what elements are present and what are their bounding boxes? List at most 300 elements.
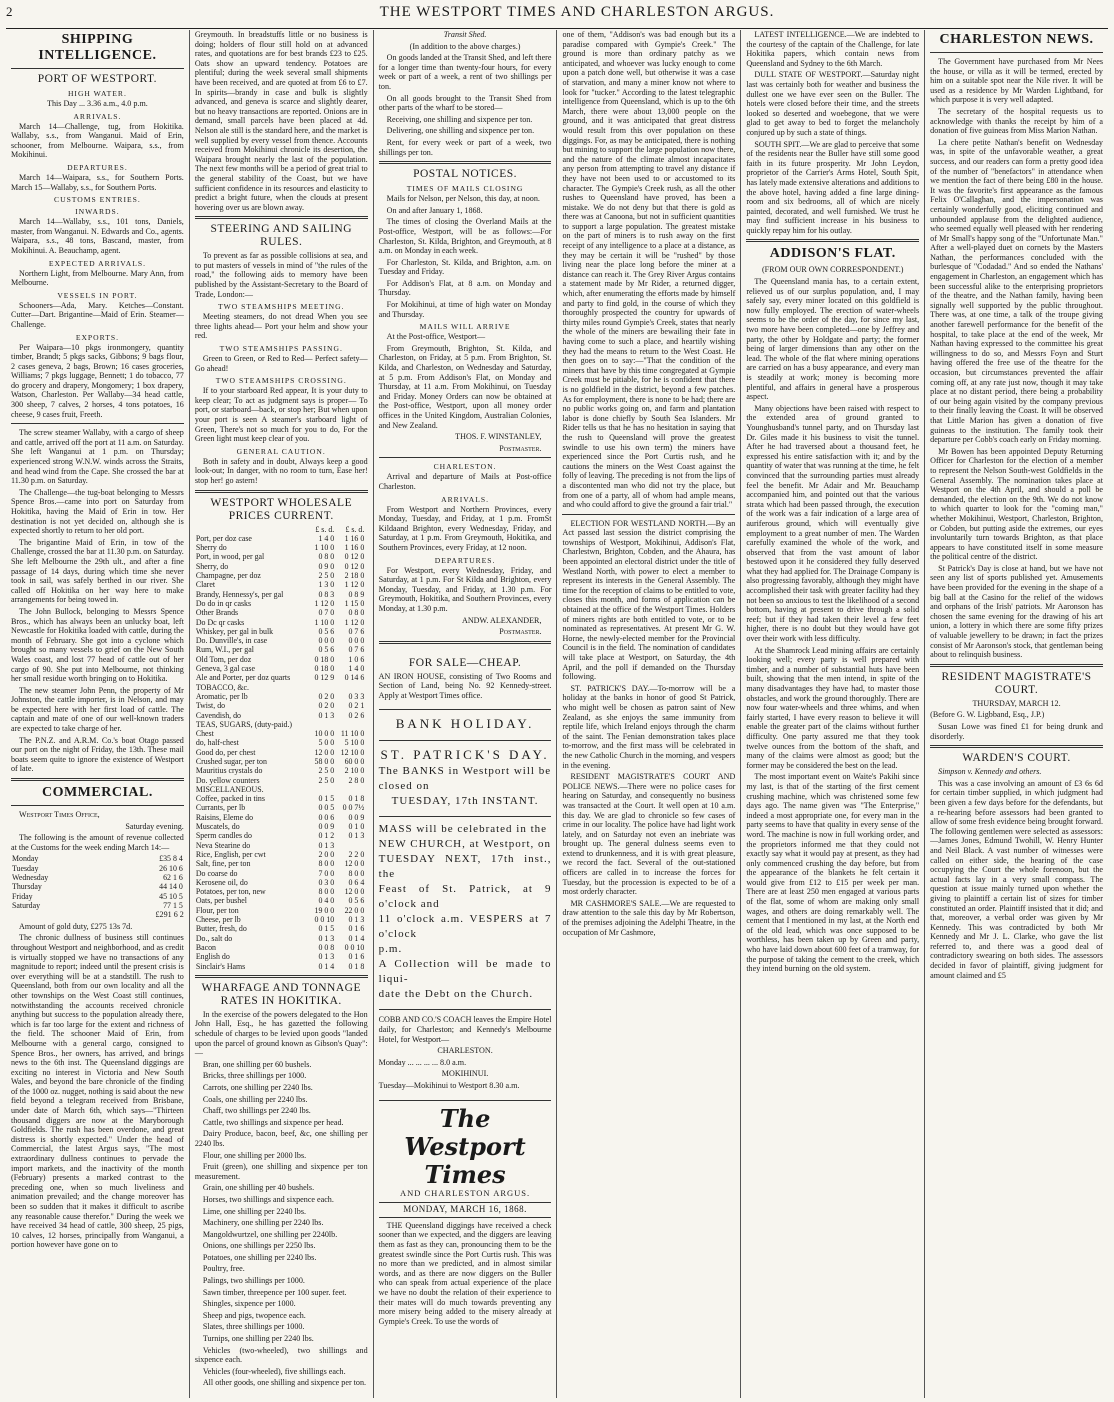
price-item: Twist, do	[195, 701, 226, 711]
price-item: Mauritius crystals do	[195, 766, 263, 776]
price-value: 0 0 10	[344, 942, 365, 952]
arrive-sub: At the Post-office, Westport—	[386, 332, 486, 342]
exports-label: EXPORTS.	[75, 332, 120, 342]
coach-mokihinui: MOKIHINUI.	[441, 1069, 489, 1079]
mass-6: p.m.	[378, 943, 403, 956]
price-value: 8 0 0	[318, 887, 335, 897]
price-value: 0 8 3	[318, 589, 335, 599]
price-row	[195, 599, 368, 608]
revenue-row	[11, 864, 184, 873]
dateline: MONDAY, MARCH 16, 1868.	[379, 1202, 552, 1218]
revenue-row	[11, 892, 184, 901]
mass-5: 11 o'clock a.m. VESPERS at 7 o'clock	[378, 913, 552, 941]
price-item: Do do in qr casks	[195, 598, 252, 608]
price-value: 0 5 6	[348, 896, 365, 906]
ch-departures: For Westport, every Wednesday, Friday, and Saturday, at 1 p.m. For St Kilda and Brighton, every Monday, Tuesday, and Friday, at 1.30 p.m. For Greymouth, Hokitika, and Southern Provinces, every Monday, at 1.30 p.m.	[378, 565, 552, 613]
lead-article: THE Queensland diggings have received a check sooner than we expected, and the diggers are leaving them as fast as they can, pronouncing them to be the greatest swindle since the Port Curtis rush. This was no more than we predicted, and in almost similar words, and as there are now diggers on the Buller who can speak from actual experience of the place we have no doubt the relation of their experience to their mates will do much towards preventing any more misery being added to the misery already at Gympie's Creek. To use the words of	[378, 1220, 552, 1326]
inwards-label: INWARDS.	[75, 207, 120, 217]
addisons-heading: ADDISON'S FLAT.	[769, 246, 896, 262]
revenue-amount: 77 1 5	[163, 900, 183, 910]
price-row	[195, 822, 368, 831]
wharfage-item: Dairy Produce, bacon, beef, &c, one shilling per 2240 lbs.	[194, 1129, 368, 1148]
wharfage-item: Potatoes, one shilling per 2240 lbs.	[202, 1252, 317, 1262]
wharfage-item: Chaff, two shillings per 2240 lbs.	[202, 1106, 311, 1116]
rule3: If to your starboard Red appear, It is your duty to keep clear; To act as judgment says is proper— To port, or starboard—back, or stop her; But when upon your port is seen A steamer's starboard light of Green, There's not so much for you to do, For the Green light must keep clear of you.	[194, 386, 368, 444]
wharfage-item: Bricks, three shillings per 1000.	[202, 1071, 307, 1081]
wharfage-item: Sawn timber, threepence per 100 super. feet.	[202, 1287, 347, 1297]
price-value: 2 5 0	[318, 775, 335, 785]
price-value: 0 1 3	[318, 933, 335, 943]
revenue-day: Monday	[12, 854, 39, 864]
shipping-p4: The John Bullock, belonging to Messrs Spence Bros., which has always been an unlucky boat, left Newcastle for Hokitika loaded with cattle, during the month of February. She got into a cyclone which brought so many vessels to grief on the New South Wales coast, and lost 77 head of cattle out of her cargo of 90. She put into Melbourne, not thinking her small residue worth bringing on to Hokitika.	[11, 606, 184, 684]
revenue-row	[11, 854, 184, 863]
page-header	[6, 4, 1108, 29]
price-value: 0 1 3	[318, 952, 335, 962]
price-item: Potatoes, per ton, new	[195, 887, 266, 897]
resident-item: RESIDENT MAGISTRATE'S COURT AND POLICE NEWS.—There were no police cases for hearing on Saturday, and consequently no business was transacted at the Court. It well open at 10 a.m. this day. We are glad to chronicle so few cases of crime in our locality. The police have had light work lately, and on Saturday not even an inebriate was brought up. The general dulness seems even to extend to drunkenness, and it is with great pleasure, we record the fact. Several of the out-stationed officers are called in to increase the forces for Tuesday, but the procession is expected to be of a most orderly character.	[562, 772, 736, 897]
charleston-news-heading: CHARLESTON NEWS.	[939, 32, 1094, 47]
price-row	[195, 580, 368, 589]
transit-item: On all goods brought to the Transit Shed from other parts of the wharf to be stored—	[378, 93, 552, 113]
revenue-row	[11, 901, 184, 910]
shipping-p1: The screw steamer Wallaby, with a cargo of sheep and cattle, arrived off the port at 11 a.m. on Saturday. She left Wanganui at 1 p.m. on Thursday; experienced strong W.N.W. winds across the Straits, and head wind from the Cape. She crossed the bar at 11.30 p.m. on Saturday.	[11, 428, 184, 486]
price-value: 8 0 0	[318, 859, 335, 869]
office: Westport Times Office,	[19, 810, 100, 820]
price-value: 0 5 6	[318, 645, 335, 655]
revenue-day: Friday	[12, 891, 33, 901]
price-value: 0 9 0	[318, 561, 335, 571]
coach-tuesday: Tuesday—Mokihinui to Westport 8.30 a.m.	[378, 1081, 520, 1091]
wc-text: This was a case involving an amount of £3 6s 6d for certain timber supplied, in which judgment had been given a few days before for the defendants, but a re-hearing before assessors had been granted to allow of some fresh evidence being brought forward. The following gentlemen were selected as assessors:—James Jones, Edmund Twohill, W. Henry Hunter and Neil Black. A vast number of witnesses were called on either side, the hearing of the case occupying the Court the whole forenoon, but the actual facts lay in a very small compass. The question at issue mainly turned upon whether the giving to plaintiff a certain list of sizes for timber constituted an order. Plaintiff insisted that it did; and that, moreover, a verbal order was given by Mr Kennedy. This was contradicted by both Mr Kennedy and Mr J. L. Clarke, who gave the list referred to, and there was a good deal of contradictory swearing on both sides. The assessors decided in favor of plaintiff, giving judgment for amount claimed and £5	[930, 778, 1103, 980]
price-value: 1 10 0	[314, 543, 335, 553]
price-row	[195, 627, 368, 636]
price-value: 0 18 0	[314, 654, 335, 664]
steering-intro: To prevent as far as possible collisions at sea, and to put masters of vessels in mind of "the rules of the road," the following aids to memory have been published by the Assistant-Secretary to the Board of Trade, London:—	[194, 251, 368, 299]
price-value	[335, 785, 365, 794]
price-value: 0 1 0	[348, 822, 365, 832]
mass-1: MASS will be celebrated in the	[378, 823, 548, 836]
mass-ad	[379, 817, 552, 1010]
price-value: 0 7 0	[318, 608, 335, 618]
wharfage-item: Carrots, one shilling per 2240 lbs.	[202, 1082, 313, 1092]
price-value: 2 2 0	[348, 849, 365, 859]
price-value: 1 4 0	[318, 533, 335, 543]
price-item: do, half-chest	[195, 738, 239, 748]
price-item: Geneva, 3 gal case	[195, 664, 255, 674]
ch-arrivals-label: ARRIVALS.	[441, 494, 490, 504]
inwards: March 14—Wallaby, s.s., 101 tons, Daniels, master, from Wanganui. N. Edwards and Co., agents. Waipara, s.s., 48 tons, Bascand, master, from Mokihinui. A. Beauchamp, agent.	[11, 217, 184, 255]
price-value: 0 7 6	[348, 626, 365, 636]
wc-title: Simpson v. Kennedy and others.	[938, 767, 1042, 777]
price-value	[310, 720, 335, 729]
price-value	[310, 785, 335, 794]
price-item: Port, per doz case	[195, 533, 252, 543]
transit-item: Receiving, one shilling and sixpence per ton.	[386, 114, 533, 124]
prices-heading: WESTPORT WHOLESALE PRICES CURRENT.	[210, 496, 353, 522]
wharfage-list	[195, 1060, 368, 1388]
rule2: Green to Green, or Red to Red— Perfect safety—Go ahead!	[194, 354, 368, 373]
price-value: 0 1 3	[318, 840, 335, 850]
wharfage-item: Fruit (green), one shilling and sixpence per ton measurement.	[194, 1162, 368, 1181]
charleston-label: CHARLESTON.	[433, 462, 497, 472]
wharfage-item: Lime, one shilling per 2240 lbs.	[202, 1206, 307, 1216]
price-row	[195, 608, 368, 617]
price-item: Do., salt do	[195, 933, 233, 943]
price-value: 1 4 0	[348, 664, 365, 674]
price-row	[195, 757, 368, 766]
price-value: 0 1 3	[318, 710, 335, 720]
price-item: Oats, per bushel	[195, 896, 247, 906]
departures-label: DEPARTURES.	[67, 162, 128, 172]
column-1	[6, 30, 190, 1398]
price-value: 0 0 9	[318, 822, 335, 832]
price-value: 0 1 5	[318, 924, 335, 934]
price-row	[195, 934, 368, 943]
revenue-amount: 62 1 6	[163, 873, 183, 882]
price-item: TEAS, SUGARS, (duty-paid.)	[195, 719, 293, 729]
revenue-day: Tuesday	[12, 863, 39, 873]
price-item: Chest	[195, 729, 214, 739]
price-row	[195, 850, 368, 859]
price-item: Sherry do	[195, 543, 227, 553]
price-item: TOBACCO, &c.	[195, 682, 249, 692]
price-value: 0 7 6	[348, 645, 365, 655]
price-value: 7 0 0	[318, 868, 335, 878]
revenue-amount: £35 8 4	[159, 854, 183, 864]
price-value: 2 5 0	[318, 766, 335, 776]
arrivals: March 14—Challenge, tug, from Hokitika. Wallaby, s.s., from Wanganui. Maid of Erin, schooner, from Melbourne. Waipara, s.s., from Mokihinui.	[11, 121, 184, 160]
price-row	[195, 692, 368, 701]
price-item: Aromatic, per lb	[195, 691, 248, 701]
price-value: 0 1 8	[348, 961, 365, 971]
price-row	[195, 618, 368, 627]
price-value: 5 10 0	[344, 738, 365, 748]
election-item: ELECTION FOR WESTLAND NORTH.—By an Act passed last session the district comprising the townships of Westport, Mokihinui, Addison's Flat, Charlestwn, Brighton, Cobden, and the Ahaura, has been appointed an electoral district under the title of Westland North, with power to elect a member to represent its interests in the General Assembly. The time for the reception of claims to be entitled to vote, closes this month, and forms of application can be obtained at the office of the Westport Times. Holders of miners rights are both entitled to vote, or to be nominated as representatives. At present Mr G. W. Horne, the newly-elected member for the Provincial Council is in the field. The nomination of candidates will take place at Westport, on Saturday, the 4th April, and the poll if demanded on the Thursday following.	[562, 518, 736, 682]
shipping-p2: The Challenge—the tug-boat belonging to Messrs Spence Bros.—came into port on Saturday from Hokitika, having the Maid of Erin in tow. Her destination is not yet decided on, although she is expected shortly to return to her old port.	[11, 487, 184, 536]
departures: March 14—Waipara, s.s., for Southern Ports. March 15—Wallaby, s.s., for Southern Ports.	[11, 172, 184, 192]
expected-label: EXPECTED ARRIVALS.	[48, 258, 146, 268]
banks-line: The BANKS in Westport will be	[378, 765, 552, 778]
shipping-p3: The brigantine Maid of Erin, in tow of the Challenge, crossed the bar at 11.30 p.m. on Saturday. She left Melbourne the 29th ult., and after a fine passage of 14 days, during which time she never took in sail, was safely berthed in our river. She called off Hokitika on her way here to make arrangements for being towed in.	[11, 537, 184, 605]
price-row	[195, 869, 368, 878]
wharfage-item: Bran, one shilling per 60 bushels.	[202, 1059, 312, 1069]
wharfage-item: Vehicles (four-wheeled), five shillings each.	[202, 1366, 346, 1376]
vessels-label: VESSELS IN PORT.	[57, 290, 138, 300]
price-item: Butter, fresh, do	[195, 924, 247, 934]
price-row	[195, 962, 368, 971]
sale-text: AN IRON HOUSE, consisting of Two Rooms and Section of Land, being No. 92 Kennedy-street. Apply at Westport Times office.	[378, 671, 552, 700]
transit-item: On goods landed at the Transit Shed, and left there for a longer time than twenty-four hours, for every week or part of a week, a rent of two shillings per ton.	[378, 53, 552, 91]
price-row	[195, 729, 368, 738]
wharfage-item: Grain, one shilling per 40 bushels.	[202, 1183, 315, 1193]
mass-2: NEW CHURCH, at Westport, on	[378, 838, 552, 851]
signature-1-title: Postmaster.	[499, 443, 542, 453]
price-value: 2 18 0	[344, 571, 365, 581]
wharfage-intro: In the exercise of the powers delegated to the Hon John Hall, Esq., he has gazetted the following schedule of charges to be levied upon goods "landed upon the parcel of ground known as Gibson's Quay":—	[194, 1009, 368, 1058]
price-value: 1 0 6	[348, 654, 365, 664]
times-label: TIMES OF MAILS CLOSING	[406, 184, 524, 194]
rm-case: Susan Lowe was fined £1 for being drunk and disorderly.	[930, 722, 1103, 741]
price-row	[195, 878, 368, 887]
price-item: Crushed sugar, per ton	[195, 756, 267, 766]
price-value: 2 10 0	[344, 766, 365, 776]
price-value: 0 1 4	[318, 961, 335, 971]
price-item: Ale and Porter, per doz quarts	[195, 673, 291, 683]
ch-arrivals: From Westport and Northern Provinces, every Monday, Tuesday, and Friday, at 1 p.m. FromSt Kildaand Brighton, every Wednesday, Friday, and Saturday, at 1 p.m. From Greymouth, Hokitika, and Southern Provinces, every Friday, at 12 noon.	[378, 504, 552, 552]
price-row	[195, 701, 368, 710]
masthead: The Westport Times	[404, 1103, 526, 1189]
price-value: 1 10 0	[314, 617, 335, 627]
price-value: 1 16 0	[344, 533, 365, 543]
tuesday-instant: TUESDAY, 17th INSTANT.	[391, 795, 539, 808]
price-row	[195, 841, 368, 850]
price-row	[195, 813, 368, 822]
wharfage-item: Sheep and pigs, twopence each.	[202, 1310, 306, 1320]
wharfage-item: Shingles, sixpence per 1000.	[202, 1299, 296, 1309]
price-item: Good do, per chest	[195, 747, 256, 757]
high-water-label: HIGH WATER.	[67, 89, 127, 98]
port-heading: PORT OF WESTPORT.	[37, 73, 158, 85]
price-value: 10 0 0	[314, 729, 335, 739]
newspaper-title: THE WESTPORT TIMES AND CHARLESTON ARGUS.	[379, 4, 775, 20]
signature-1: THOS. F. WINSTANLEY,	[455, 432, 542, 442]
price-row	[195, 738, 368, 747]
vessels: Schooners—Ada, Mary. Ketches—Constant. Cutter—Dart. Brigantine—Maid of Erin. Steamer—Challenge.	[11, 300, 184, 329]
column-6	[925, 30, 1108, 1398]
page-number: 2	[6, 4, 13, 19]
wharfage-item: Coals, one shilling per 2240 lbs.	[202, 1094, 308, 1104]
price-value: 0 0 9	[348, 812, 365, 822]
addisons-p2: Many objections have been raised with respect to the extended area of ground granted to Younghusband's tunnel party, and on Thursday last Dr. Giles made it his business to visit the tunnel. After he had traversed about a thousand feet, he expressed his entire satisfaction with it; and by the quantity of water that was running at the time, he felt convinced that the surrounding parties must already feel the benefit. Mr Adair and Mr. Beauchamp accompanied him, and pointed out that the various strata which had been passed through, the execution of the work was a fair indication of a large area of auriferous ground, which will eventually give employment to a great number of men. The Warden carefully examined the whole of the work, and observed that from the vast amount of labor bestowed upon it he considered they fully deserved what they had applied for. The Drainage Company is also progressing favorably, although they might have accomplished their task with greater facility had they not been so anxious to test the likelihood of a second bottom, having at present to drive through a solid reef; but if they had taken their level a few feet higher, there is no doubt but they would have got over their work with less difficulty.	[746, 403, 920, 644]
price-value: 0 8 0	[318, 552, 335, 562]
price-value: 1 12 0	[344, 617, 365, 627]
price-value: 12 10 0	[340, 747, 365, 757]
price-item: Kerosene oil, do	[195, 877, 248, 887]
arrivals-label: ARRIVALS.	[73, 111, 122, 121]
transit-list	[379, 53, 552, 157]
shipping-heading: SHIPPING INTELLIGENCE.	[38, 32, 157, 63]
price-value: 0 1 4	[348, 933, 365, 943]
price-row	[195, 552, 368, 561]
transit-sub: (In addition to the above charges.)	[409, 41, 521, 51]
price-value: 0 1 8	[348, 794, 365, 804]
addisons-p4: The most important event on Waite's Pakihi since my last, is that of the starting of the first cement crushing machine, which was christened some few days ago. The name given was "The Enterprise," indeed a most appropriate one, for every man in the party seems to have that quality in every sense of the word. The machine is now in full working order, and the proprietors informed me that they could not exactly say what it would pay at present, as they had only commenced crushing the day before, but from the appearance of the blankets he felt certain it would give from £12 to £15 per week per man. There are at least 250 men engaged at various parts of the flat, some of whom are making only small wages, and others are doing remarkably well. The cement that I mentioned in my last, at the North end of the old lead, which was once supposed to be worthless, has been taken up by Green and party, who have laid down about 600 feet of a tramway, for the purpose of taking the cement to the creek, which they intend burning on the old system.	[746, 772, 920, 974]
price-item: Raisins, Eleme do	[195, 812, 254, 822]
transit-item: Rent, for every week or part of a week, two shillings per ton.	[378, 137, 552, 157]
price-value: 1 16 0	[344, 543, 365, 553]
price-item: Brandy, Hennessy's, per gal	[195, 589, 284, 599]
price-value: 0 2 1	[348, 701, 365, 711]
rule1: Meeting steamers, do not dread When you see three lights ahead— Port your helm and show your red.	[194, 312, 368, 341]
price-value: 0 0 7½	[342, 803, 365, 813]
price-row	[195, 924, 368, 933]
dull-item: DULL STATE OF WESTPORT.—Saturday night last was certainly both for weather and business the dullest one we have ever seen on the Buller. The hotels were closed before their time, and the streets looked so deserted and woebegone, that we were glad to get away to bed to forget the melancholy conjured up by such a state of things.	[746, 70, 920, 137]
price-item: Do. yellow counters	[195, 775, 260, 785]
price-item: Coffee, packed in tins	[195, 794, 265, 804]
mass-4: Feast of St. Patrick, at 9 o'clock and	[378, 883, 552, 911]
price-item: Rice, English, per cwt	[195, 849, 266, 859]
column-5	[741, 30, 925, 1398]
rule1-label: TWO STEAMSHIPS MEETING.	[217, 302, 345, 312]
price-row	[195, 943, 368, 952]
price-row	[195, 766, 368, 775]
postal-4: For Charleston, St. Kilda, and Brighton, a.m. on Tuesday and Friday.	[378, 257, 552, 277]
price-value: 0 8 0	[348, 608, 365, 618]
charleston-intro: Arrival and departure of Mails at Post-office Charleston.	[378, 472, 552, 491]
mass-8: date the Debt on the Church.	[378, 988, 534, 1001]
price-item: Sinclair's Hams	[195, 961, 246, 971]
price-item: English do	[195, 952, 230, 962]
price-value: 1 3 0	[318, 580, 335, 590]
revenue-amount: 26 10 6	[159, 863, 183, 873]
wharfage-item: Vehicles (two-wheeled), two shillings and sixpence each.	[194, 1345, 368, 1365]
revenue-total: £291 6 2	[155, 910, 184, 920]
commercial-text: The chronic dullness of business still continues throughout Westport and neighborhood, and as credit is virtually stopped we have no transactions of any magnitude to report; indeed until the present crisis is over everything will be at a standstill. The rush to Queensland, both from our own locality and all the other townships on the West Coast still continues, notwithstanding the accounts received chronicle anything but success to the population already there, which is far too large for the extent and richness of the field. The schooner Maid of Erin, from Melbourne with a general cargo, consigned to Spence Bros., her owners, has arrived, and brings news to the 6th inst. The Queensland diggings are exciting no interest in Victoria and New South Wales, and beyond the bare chronicle of the finding of the 1000 oz. nugget, nothing is said about the new field beyond a telegram received from Brisbane, under date of March 6th, which says—"Thirteen thousand diggers are now at the Maryborough Goldfields. The rush has been overdone, and great distress is shortly expected." Under the head of Commercial, the latest Argus says, "The most extraordinary dullness continues to pervade the import markets, and the inactivity of the month (February) presents a marked contrast to the preceding one, when so much liveliness and animation prevailed; and the change moreover has been so sudden that it makes it difficult to ascribe any reasonable cause therefor." During the week we have received 34 head of cattle, 300 sheep, 25 pigs, 10 calves, 12 horses, principally from Wanganui, a portion however have gone on to	[11, 933, 184, 1250]
price-row	[195, 562, 368, 571]
wharfage-heading: WHARFAGE AND TONNAGE RATES IN HOKITIKA.	[201, 981, 361, 1007]
price-value: 0 1 6	[348, 924, 365, 934]
price-row	[195, 831, 368, 840]
prices-col-1: £ s. d.	[315, 524, 335, 534]
lead-continued: one of them, "Addison's was bad enough but its a paradise compared with Gympie's Creek." The ground is more than ordinary patchy as we anticipated, and whoever was lucky enough to come upon a patch done well, but otherwise it was a case of starvation, and many a miner know not where to look for "tucker." According to the latest telegraphic intelligence from Queensland, which is up to the 6th March, there were about 13,000 people on the ground, and it was anticipated that great distress would result from this over population on these diggings. For, as may be anticipated, there is nothing but mining to support the large population now there, and the nature of the climate almost incapacitates any person from attempting to travel any distance if they have not been used to or accustomed to its character. The Gympie's Creek rush, as all the other rushes to Queensland have proved, has been a mistake. We do not deny but that there is gold as there was at Canoona, but not in sufficient quantities to support a large population. The greatest mistake on the part of miners is to rush away on the first receipt of any intelligence to a place at a distance, as they may be certain it will be "rushed" by those living near the place long before the miner at a distance can reach it. The Grey River Argus contains a statement made by Mr Rider, a returned digger, which, after enumerating the efforts made by himself and party to find gold, in the course of which they thoroughly prospected the country for upwards of thirty miles round Gympie's Creek, states that nearly the whole of the miners are bewailing their fate in having come to such a place, and heartily wishing they had the means to return to the West Coast. He then goes on to say:—"That the condition of the miners that have by this time congregated at Gympie Creek must be pitiable, for he is confident that there is no goldfield in the district, beyond a few patches. As for employment, there is none to be had; there are no public works going on, and farm and plantation labor is done chiefly by South Sea Islanders. Mr Rider tells us that he has no hesitation in saying that the rush to Queensland will prove the greatest swindle to use his own term) the miners have experienced since the Port Curtis rush, and he cautions the miners on the West Coast against the folly of leaving. The preceding is not from the lips of a discontented man who did not try the place, but from one of a party, all of whom had ample means, and who could afford to give the ground a fair trial."	[562, 30, 736, 510]
coach-text: COBB AND CO.'S COACH leaves the Empire Hotel daily, for Charleston; and Kennedy's Melbourne Hotel, for Westport—	[378, 1015, 552, 1044]
price-value: 58 0 0	[314, 756, 335, 766]
price-value	[335, 683, 365, 692]
price-row	[195, 543, 368, 552]
transit-item: Delivering, one shilling and sixpence per ton.	[386, 126, 535, 136]
expected: Northern Light, from Melbourne. Mary Ann, from Melbourne.	[11, 268, 184, 288]
price-value: 1 12 0	[314, 598, 335, 608]
sale-heading: FOR SALE—CHEAP.	[408, 656, 522, 669]
price-value: 8 0 0	[348, 868, 365, 878]
price-value: 0 8 9	[348, 589, 365, 599]
wc-heading: WARDEN'S COURT.	[962, 752, 1071, 765]
price-value: 0 1 5	[318, 794, 335, 804]
price-item: Do coarse do	[195, 868, 238, 878]
price-row	[195, 645, 368, 654]
wharfage-item: Onions, one shillings per 2250 lbs.	[202, 1241, 316, 1251]
price-item: Old Tom, per doz	[195, 654, 252, 664]
ch-departures-label: DEPARTURES.	[434, 555, 496, 565]
rm-before: (Before G. W. Ligbband, Esq., J.P.)	[930, 710, 1045, 720]
price-value: 0 3 3	[348, 691, 365, 701]
signature-2-title: Postmaster.	[499, 627, 542, 637]
column-2	[190, 30, 374, 1398]
prices-table	[195, 525, 368, 971]
price-row	[195, 683, 368, 692]
price-value: 1 15 0	[344, 598, 365, 608]
price-item: Muscatels, do	[195, 822, 240, 832]
charleston-p2: The secretary of the hospital requests us to acknowledge with thanks the receipt by him of a donation of five guineas from Miss Marion Nathan.	[930, 106, 1103, 136]
price-row	[195, 803, 368, 812]
coach-charleston: CHARLESTON.	[437, 1046, 493, 1056]
wharfage-item: Turnips, one shilling per 2240 lbs.	[202, 1334, 314, 1344]
revenue-day: Wednesday	[12, 873, 49, 882]
price-row	[195, 673, 368, 682]
price-item: Sperm candles do	[195, 831, 252, 841]
price-item: Sherry, do	[195, 561, 229, 571]
sale-ad	[379, 648, 552, 711]
price-row	[195, 655, 368, 664]
price-value	[310, 683, 335, 692]
revenue-table	[11, 854, 184, 910]
signature-2: ANDW. ALEXANDER,	[461, 615, 542, 625]
price-item: Rum, W.I., per gal	[195, 645, 254, 655]
coach-ad	[379, 1010, 552, 1100]
wharfage-item: Cattle, two shillings and sixpence per head.	[202, 1117, 344, 1127]
arrive-label: MAILS WILL ARRIVE	[419, 322, 511, 332]
shipping-p6: The P.N.Z. and A.R.M. Co.'s boat Otago passed our port on the night of Friday, the 13th. These mail boats seem quite to ignore the existence of Westport of late.	[11, 735, 184, 774]
postal-2: On and after January 1, 1868.	[386, 205, 483, 215]
patricks-item: ST. PATRICK'S DAY.—To-morrow will be a holiday at the banks in honor of good St Patrick, who might well be chosen as patron saint of New Zealand, as she enjoys the same immunity from reptile life, which Ireland enjoys through the charm of the saint. The Fenian demonstration takes place to-morrow, and the first mass will be celebrated in the new Catholic Church in the morning, and vespers in the evening.	[562, 683, 736, 770]
price-row	[195, 896, 368, 905]
price-value: 1 12 0	[344, 580, 365, 590]
price-row	[195, 636, 368, 645]
charleston-p3: La chere petite Nathan's benefit on Wednesday was, in spite of the unfavorable weather, a great success, and our readers can form a pretty good idea of the number of "benefactors" in attendance when we mention the fact of there being £80 in the house. It was the favorite's first appearance as the famous Felix O'Callaghan, and the impersonation was certainly wonderfully good, eliciting continued and unbounded applause from the delighted audience, who seemed equally well pleased with her rendering of Mr Small's happy song of the "Unfortunate Man." After a well-played duet on cornets by the Masters Nathan, the performances concluded with the burlesque of "Codadad." And so ended the Nathans' engagement in Charleston, an engagement which has been successful alike to the enterprising proprietors of the theatre, and the Nathan family, having been signally well supported by the public throughout. There was, at one time, a talk of the troupe giving another farewell performance for the benefit of the hospital, to take place at the end of the week, Mr Nathan having expressed to the committee his great willingness to do so, and Messrs Foyn and Sturt having offered the free use of the theatre for the occasion, but circumstances prevented the affair coming off, at any rate just now, though it may take place at no distant period, there being a probability of our being again visited by the company previous to their finally leaving the Coast. It will be observed that Little Marion has given a donation of five guineas to the institution. The family took their departure per Cobb's coach early on Friday morning.	[930, 137, 1103, 445]
price-value: 0 0 5	[318, 803, 335, 813]
closed-on: closed on	[378, 780, 430, 793]
postal-3: The times of closing the Overland Mails at the Post-office, Westport, will be as follows:—For Charleston, St. Kilda, Brighton, and Greymouth, at 8 a.m. on Monday in each week.	[378, 217, 552, 256]
price-row	[195, 859, 368, 868]
st-patricks-ad	[379, 741, 552, 817]
revenue-intro: The following is the amount of revenue collected at the Customs for the week ending March 14:—	[11, 833, 184, 852]
exports: Per Waipara—10 pkgs ironmongery, quantity timber, Brandt; 5 pkgs sacks, Gibbons; 9 bags flour, 2 cases geneva, 2 bags, Brown; 16 cases groceries, Williams; 7 pkgs luggage, Bennett; 1 do tobacco, 77 do grocery and drapery, Mongomery; 1 box drapery, Watson, Charleston. Per Wallaby—34 head cattle, 300 sheep, 7 calves, 2 horses, 4 tons potatoes, 16 cheese, 9 cases fruit, Freeth.	[11, 342, 184, 419]
price-value: 0 2 0	[318, 701, 335, 711]
price-item: Neva Stearine do	[195, 840, 251, 850]
price-value: 2 0 0	[318, 849, 335, 859]
rule4: Both in safety and in doubt, Always keep a good look-out; In danger, with no room to turn, Ease her! stop her! go astern!	[194, 456, 368, 485]
price-row	[195, 915, 368, 924]
price-row	[195, 664, 368, 673]
price-value: 0 5 6	[318, 626, 335, 636]
postal-1: Mails for Nelson, per Nelson, this day, at noon.	[386, 194, 540, 204]
arrive: From Greymouth, Brighton, St. Kilda, and Charleston, on Friday, at 5 p.m. From Brighton, St. Kilda, and Charleston, on Wednesday and Saturday, at 5 p.m. From Addison's Flat, on Monday and Thursday, at 11 a.m. From Mokihinui, on Tuesday and Friday. Money Orders can now be obtained at the Post-office, Westport, upon all money order offices in the United Kingdom, Australian Colonies, and New Zealand.	[378, 343, 552, 430]
coach-monday: Monday ... ... ... ... 8.0 a.m.	[378, 1057, 467, 1067]
price-row	[195, 952, 368, 961]
commercial-heading: COMMERCIAL.	[41, 785, 153, 801]
price-item: Bacon	[195, 942, 216, 952]
price-row	[195, 590, 368, 599]
price-row	[195, 906, 368, 915]
customs-label: CUSTOMS ENTRIES.	[54, 195, 141, 205]
addisons-p3: At the Shamrock Lead mining affairs are certainly looking well; every party is well prepared with timber, and a number of substantial huts have been built, showing that the men intend, in spite of the many disadvantages they have had, to master those obstacles, and work the ground thoroughly. There are now four water-wheels and three whims, and when fairly started, I have every reason to believe it will enable the greater part of the claims without further difficulty. One party assured me that they took twelve ounces from the bottom of the shaft, and many of the claims were almost as good; but the former may be considered the best on the lead.	[746, 645, 920, 770]
price-item: MISCELLANEOUS.	[195, 784, 264, 794]
price-row	[195, 534, 368, 543]
price-row	[195, 571, 368, 580]
price-value: 2 8 0	[348, 775, 365, 785]
mass-3: TUESDAY NEXT, 17th inst., the	[378, 853, 552, 881]
price-value: 5 0 0	[318, 738, 335, 748]
price-value: 0 1 6	[348, 952, 365, 962]
postal-heading: POSTAL NOTICES.	[413, 168, 518, 181]
price-value	[365, 841, 367, 850]
price-value: 0 0 0	[318, 636, 335, 646]
shipping-p5: The new steamer John Penn, the property of Mr Johnston, the cattle importer, is in Nelson, and may be expected here with her first load of cattle. The captain and mate of one of our well-known traders are expected to take charge of her.	[11, 685, 184, 734]
rm-heading: RESIDENT MAGISTRATE'S COURT.	[941, 670, 1092, 696]
charleston-p4: Mr Bowen has been appointed Deputy Returning Officer for Charleston for the election of a member to represent the Nelson South-west Goldfields in the General Assembly. The nomination takes place at Westport on the 4th April, and should a poll be demanded, the election on the 9th. We do not know to which quarter to look for the "coming man," whether Mokihinui, Westport, Charleston, Brighton, or Cobden, but putting aside the extremes, our eyes involuntarily turn towards Brighton, as that place appears to have constituted itself in some measure the political centre of the district.	[930, 446, 1103, 562]
price-value: 0 0 10	[314, 915, 335, 925]
revenue-day: Thursday	[12, 882, 42, 892]
price-item: Currants, per lb	[195, 803, 246, 813]
commercial-continued: Greymouth. In breadstuffs little or no business is doing; holders of flour still hold on at advanced rates, and quotations are for best brands £23 to £25. Oats show an upward tendency. Potatoes are plentiful; during the week several small shipments have been received, and are quoted at from £6 to £7. In spirits—brandy in case and bulk is slightly advanced, and geneva is scarce and slightly dearer, but no heavy transactions are reported. Onions are in demand, small parcels have been placed at 4d. Nelson ale still is the standard here, and the market is well supplied by every vessel from thence. Accounts received from Mokihinui chronicle its desertion, the Waipara brought nearly the last of the population. The next few months will be a period of great trial to the general stability of the Coast, but we have sufficient confidence in its resources and elasticity to predict a bright future, when the clouds at present hovering over us are blown away.	[194, 30, 368, 212]
price-value: 22 0 0	[344, 905, 365, 915]
price-value: 19 0 0	[314, 905, 335, 915]
price-value: 0 0 8	[318, 942, 335, 952]
price-row	[195, 785, 368, 794]
revenue-row	[11, 882, 184, 891]
price-item: Cavendish, do	[195, 710, 241, 720]
price-value: 0 4 0	[318, 896, 335, 906]
